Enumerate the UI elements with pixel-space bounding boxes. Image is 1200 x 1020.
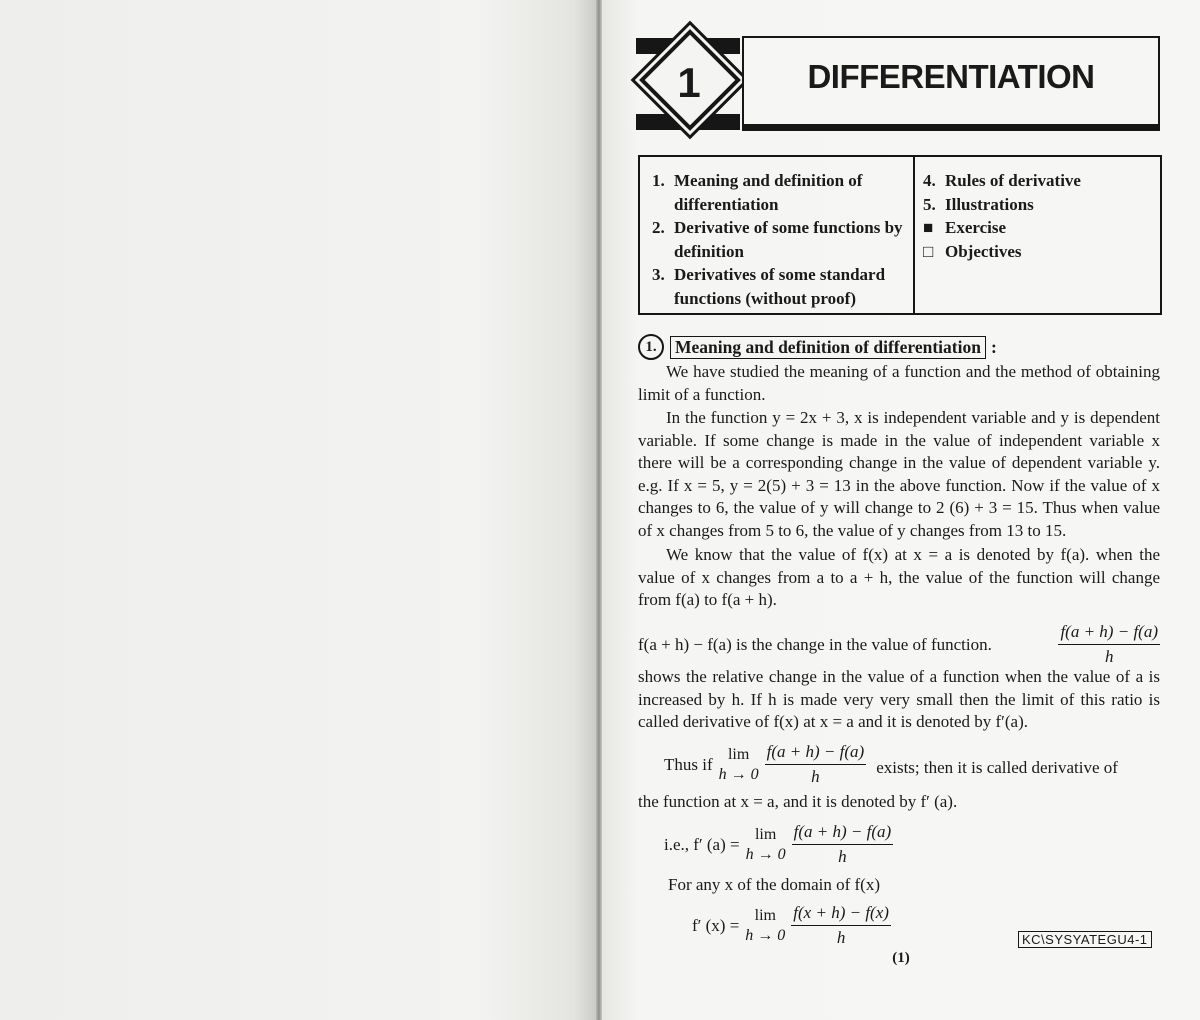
toc-label: Meaning and definition of differentiation — [674, 171, 863, 214]
ratio-fraction — [1058, 622, 1160, 667]
toc-item — [652, 263, 907, 310]
chapter-title: DIFFERENTIATION — [807, 58, 1095, 95]
paragraph-1: We have studied the meaning of a function and the method of obtaining limit of a function. — [638, 362, 1160, 404]
contents-right-column — [915, 157, 1160, 313]
toc-label: Objectives — [945, 241, 1022, 261]
toc-item — [923, 193, 1154, 217]
fx-line — [692, 903, 891, 948]
ie-label: i.e., f′ (a) = — [664, 834, 740, 854]
derivative-fraction — [792, 822, 894, 867]
fraction-numerator: f(x + h) − f(x) — [791, 903, 891, 926]
fraction-denominator: h — [1104, 647, 1114, 666]
ie-line — [664, 822, 893, 867]
left-page — [0, 0, 598, 1020]
toc-number: 4. — [923, 171, 936, 190]
fraction-denominator: h — [836, 928, 846, 947]
section-heading — [638, 334, 997, 360]
fraction-denominator: h — [811, 767, 820, 786]
right-page — [602, 0, 1200, 1020]
change-text: f(a + h) − f(a) is the change in the value of function. — [638, 634, 992, 654]
fraction-numerator: f(a + h) − f(a) — [1058, 622, 1160, 645]
exists-text: exists; then it is called derivative of — [876, 757, 1118, 777]
toc-label: Exercise — [945, 218, 1007, 237]
toc-number: 1. — [652, 171, 665, 190]
section-number-badge: 1. — [638, 334, 664, 360]
toc-number: 2. — [652, 218, 665, 237]
filled-square-icon: ■ — [923, 218, 934, 237]
lim-word: lim — [727, 745, 750, 763]
book-code: KC\SYSYATEGU4-1 — [1018, 931, 1152, 948]
lim-subscript: h → 0 — [718, 765, 759, 783]
toc-item — [923, 240, 1154, 264]
fx-label: f′ (x) = — [692, 915, 740, 935]
hollow-square-icon: □ — [923, 241, 934, 261]
paragraph-3: We know that the value of f(x) at x = a is denoted by f(a). when the value of x changes from a to a + h, the value of the function will change from f(a) to f(a + h). — [638, 545, 1160, 609]
limit-notation — [745, 906, 785, 946]
toc-label: Derivatives of some standard functions (without proof) — [674, 265, 886, 308]
toc-item — [923, 216, 1154, 240]
derivative-fraction — [791, 903, 891, 948]
paragraph-5: shows the relative change in the value of a function when the value of a is increased by h. If h is made very very small then the limit of this ratio is called derivative of f(x) at x = a and it is denoted by f′(a). — [638, 667, 1160, 731]
limit-notation — [719, 745, 759, 785]
paragraph-6: the function at x = a, and it is denoted by f′ (a). — [638, 792, 958, 811]
fraction-denominator: h — [838, 847, 847, 866]
lim-word: lim — [754, 825, 777, 843]
toc-item — [923, 169, 1154, 193]
contents-left-column — [640, 157, 915, 313]
fraction-numerator: f(a + h) − f(a) — [792, 822, 894, 845]
lim-subscript: h → 0 — [745, 845, 786, 863]
limit-notation — [746, 825, 786, 865]
domain-text: For any x of the domain of f(x) — [668, 875, 880, 894]
chapter-title-box — [742, 36, 1160, 131]
toc-item — [652, 216, 907, 263]
derivative-fraction — [765, 742, 867, 787]
toc-item — [652, 169, 907, 216]
contents-box — [638, 155, 1162, 315]
toc-label: Derivative of some functions by definition — [674, 218, 903, 261]
chapter-number: 1 — [677, 59, 701, 106]
page-number: (1) — [892, 950, 910, 966]
paragraph-2: In the function y = 2x + 3, x is independent variable and y is dependent variable. If some change is made in the value of independent variable x there will be a corresponding change in the value of dependent variable y. e.g. If x = 5, y = 2(5) + 3 = 13 in the above function. Now if the value of x changes to 6, the value of y will change to 2 (6) + 3 = 15. Thus when value of x changes from 5 to 6, the value of y changes from 13 to 15. — [638, 408, 1160, 540]
toc-label: Illustrations — [945, 194, 1034, 214]
lim-subscript: h → 0 — [745, 926, 786, 944]
section-colon: : — [990, 336, 997, 357]
section-title: Meaning and definition of differentiation — [670, 336, 986, 359]
toc-number: 3. — [652, 265, 665, 284]
fraction-numerator: f(a + h) − f(a) — [765, 742, 867, 765]
thus-if-line — [664, 742, 1160, 787]
toc-label: Rules of derivative — [945, 171, 1081, 190]
thus-if-text: Thus if — [664, 754, 713, 774]
lim-word: lim — [754, 906, 776, 924]
chapter-header — [636, 34, 1160, 134]
toc-number: 5. — [923, 194, 936, 214]
change-line — [638, 622, 1160, 667]
